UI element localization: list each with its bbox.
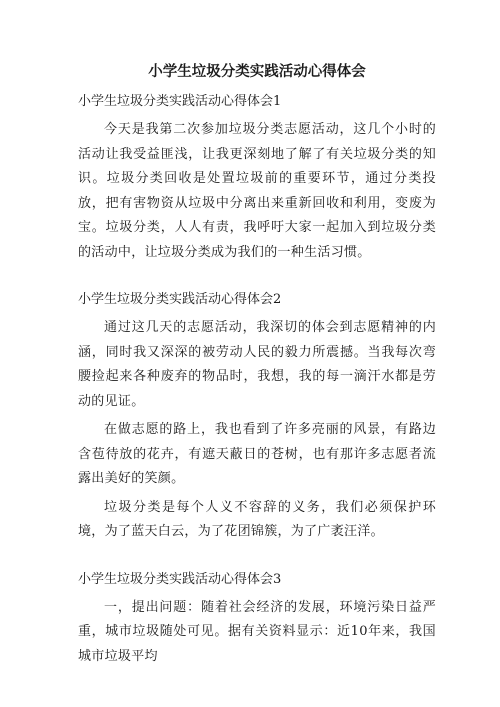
paragraph: 垃圾分类是每个人义不容辞的义务，我们必须保护环境，为了蓝天白云，为了花团锦簇，为了广袤汪洋。 — [78, 499, 436, 539]
section-heading: 小学生垃圾分类实践活动心得体会3 — [78, 571, 282, 587]
paragraph: 在做志愿的路上，我也看到了许多亮丽的风景，有路边含苞待放的花卉，有遮天蔽日的苍树，也有那许多志愿者流露出美好的笑颜。 — [78, 422, 436, 486]
paragraph: 今天是我第二次参加垃圾分类志愿活动，这几个小时的活动让我受益匪浅，让我更深刻地了解了有关垃圾分类的知识。垃圾分类回收是处置垃圾前的重要环节，通过分类投放，把有害物资从垃圾中分离出来重新回收和利用，变废为宝。垃圾分类，人人有责，我呼吁大家一起加入到垃圾分类的活动中，让垃圾分类成为我们的一种生活习惯。 — [78, 122, 436, 260]
paragraph: 通过这几天的志愿活动，我深切的体会到志愿精神的内涵，同时我又深深的被劳动人民的毅力所震撼。当我每次弯腰捡起来各种废弃的物品时，我想，我的每一滴汗水都是劳动的见证。 — [78, 320, 436, 409]
paragraph: 一，提出问题：随着社会经济的发展，环境污染日益严重，城市垃圾随处可见。据有关资料显示：近10年来，我国城市垃圾平均 — [78, 599, 436, 664]
section-1 — [78, 92, 436, 265]
section-3 — [78, 570, 436, 670]
document-title: 小学生垃圾分类实践活动心得体会 — [148, 63, 366, 80]
section-heading: 小学生垃圾分类实践活动心得体会2 — [78, 292, 282, 307]
section-2 — [78, 290, 436, 545]
section-heading: 小学生垃圾分类实践活动心得体会1 — [78, 94, 282, 109]
